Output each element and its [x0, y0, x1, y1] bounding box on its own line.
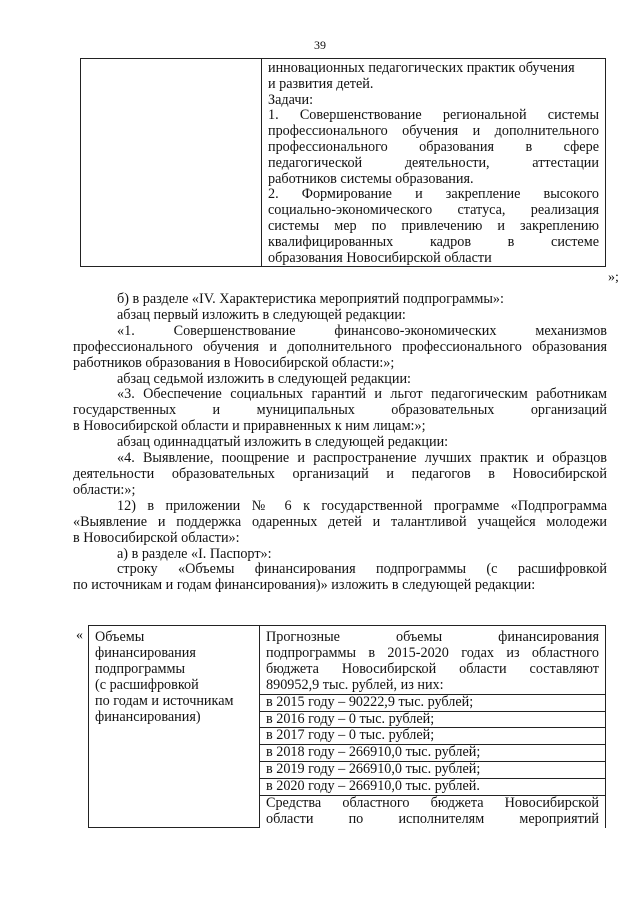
funding-year-row [260, 778, 605, 795]
paragraph-line: а) в разделе «I. Паспорт»: [117, 545, 272, 562]
paragraph-line: в Новосибирской области»: [73, 529, 240, 546]
funding-tail-line: области по исполнителям мероприятий [266, 810, 599, 827]
paragraph-line: «4. Выявление, поощрение и распространение лучших практик и образцов [117, 450, 607, 467]
funding-year-row [260, 711, 605, 728]
paragraph-line: строку «Объемы финансирования подпрограммы (с расшифровкой [117, 561, 607, 578]
table-text-line: системы мер по привлечению и закреплению [268, 217, 599, 234]
funding-intro-line: бюджета Новосибирской области составляют [266, 660, 599, 677]
funding-label-line: финансирования [95, 644, 196, 661]
page-number: 39 [314, 38, 326, 52]
funding-year-line: в 2017 году – 0 тыс. рублей; [266, 727, 435, 744]
table-text-line: профессионального образования в сфере [268, 138, 599, 155]
table-text-line: 1. Совершенствование региональной системы [268, 107, 599, 124]
table-text-line: профессионального обучения и дополнительного [268, 123, 599, 140]
paragraph-line: 12) в приложении № 6 к государственной программе «Подпрограмма [117, 497, 607, 514]
closing-quote: »; [608, 270, 619, 285]
goals-table-right-cell [262, 59, 606, 267]
paragraph-line: абзац седьмой изложить в следующей редакции: [117, 370, 412, 387]
funding-year-line: в 2015 году – 90222,9 тыс. рублей; [266, 693, 474, 710]
funding-year-row [260, 744, 605, 761]
funding-label-line: подпрограммы [95, 660, 185, 677]
funding-label-line: Объемы [95, 629, 145, 645]
table-text-line: образования Новосибирской области [268, 249, 492, 266]
table-text-line: и развития детей. [268, 75, 374, 92]
paragraph-line: абзац одиннадцатый изложить в следующей редакции: [117, 434, 449, 451]
funding-intro-line: подпрограммы в 2015-2020 годах из областного [266, 644, 599, 661]
funding-intro-line: 890952,9 тыс. рублей, из них: [266, 676, 444, 693]
funding-year-line: в 2016 году – 0 тыс. рублей; [266, 710, 435, 727]
funding-label-line: (с расшифровкой [95, 676, 199, 693]
paragraph-line: по источникам и годам финансирования)» изложить в следующей редакции: [73, 577, 536, 594]
paragraph-line: области:»; [73, 481, 136, 498]
funding-label-line: финансирования) [95, 708, 201, 725]
funding-tail-row [260, 795, 605, 828]
amendment-text [73, 292, 607, 594]
table-text-line: социально-экономического статуса, реализация [268, 202, 599, 219]
paragraph-line: б) в разделе «IV. Характеристика мероприятий подпрограммы»: [117, 291, 504, 307]
funding-table-right-cell [260, 626, 606, 828]
goals-table-left-cell [81, 59, 262, 267]
paragraph-line: «3. Обеспечение социальных гарантий и льгот педагогическим работникам [117, 386, 607, 403]
funding-year-row [260, 694, 605, 711]
paragraph-line: абзац первый изложить в следующей редакции: [117, 306, 406, 323]
table-text-line: 2. Формирование и закрепление высокого [268, 186, 599, 203]
paragraph-line: работников образования в Новосибирской области:»; [73, 354, 395, 371]
paragraph-line: в Новосибирской области и приравненных к ним лицам:»; [73, 418, 426, 435]
funding-label-line: по годам и источникам [95, 692, 234, 709]
funding-year-row [260, 761, 605, 778]
opening-quote: « [76, 628, 83, 643]
table-text-line: Задачи: [268, 91, 314, 108]
paragraph-line: «Выявление и поддержка одаренных детей и талантливой учащейся молодежи [73, 513, 607, 530]
paragraph-line: деятельности образовательных организаций и педагогов в Новосибирской [73, 465, 607, 482]
paragraph-line: «1. Совершенствование финансово-экономических механизмов [117, 322, 607, 339]
funding-table [88, 625, 606, 828]
funding-table-left-cell [89, 626, 260, 828]
table-text-line: педагогической деятельности, аттестации [268, 154, 599, 171]
table-text-line: квалифицированных кадров в системе [268, 233, 599, 250]
funding-year-line: в 2020 году – 266910,0 тыс. рублей. [266, 778, 480, 795]
funding-intro-line: Прогнозные объемы финансирования [266, 629, 599, 645]
funding-year-row [260, 727, 605, 744]
table-text-line: работников системы образования. [268, 170, 474, 187]
paragraph-line: профессионального обучения и дополнительного профессионального образования [73, 338, 607, 355]
funding-year-line: в 2019 году – 266910,0 тыс. рублей; [266, 761, 481, 778]
goals-table-continuation [80, 58, 606, 267]
funding-year-line: в 2018 году – 266910,0 тыс. рублей; [266, 744, 481, 761]
table-text-line: инновационных педагогических практик обучения [268, 60, 575, 76]
funding-tail-line: Средства областного бюджета Новосибирской [266, 795, 599, 812]
paragraph-line: государственных и муниципальных образовательных организаций [73, 402, 607, 419]
